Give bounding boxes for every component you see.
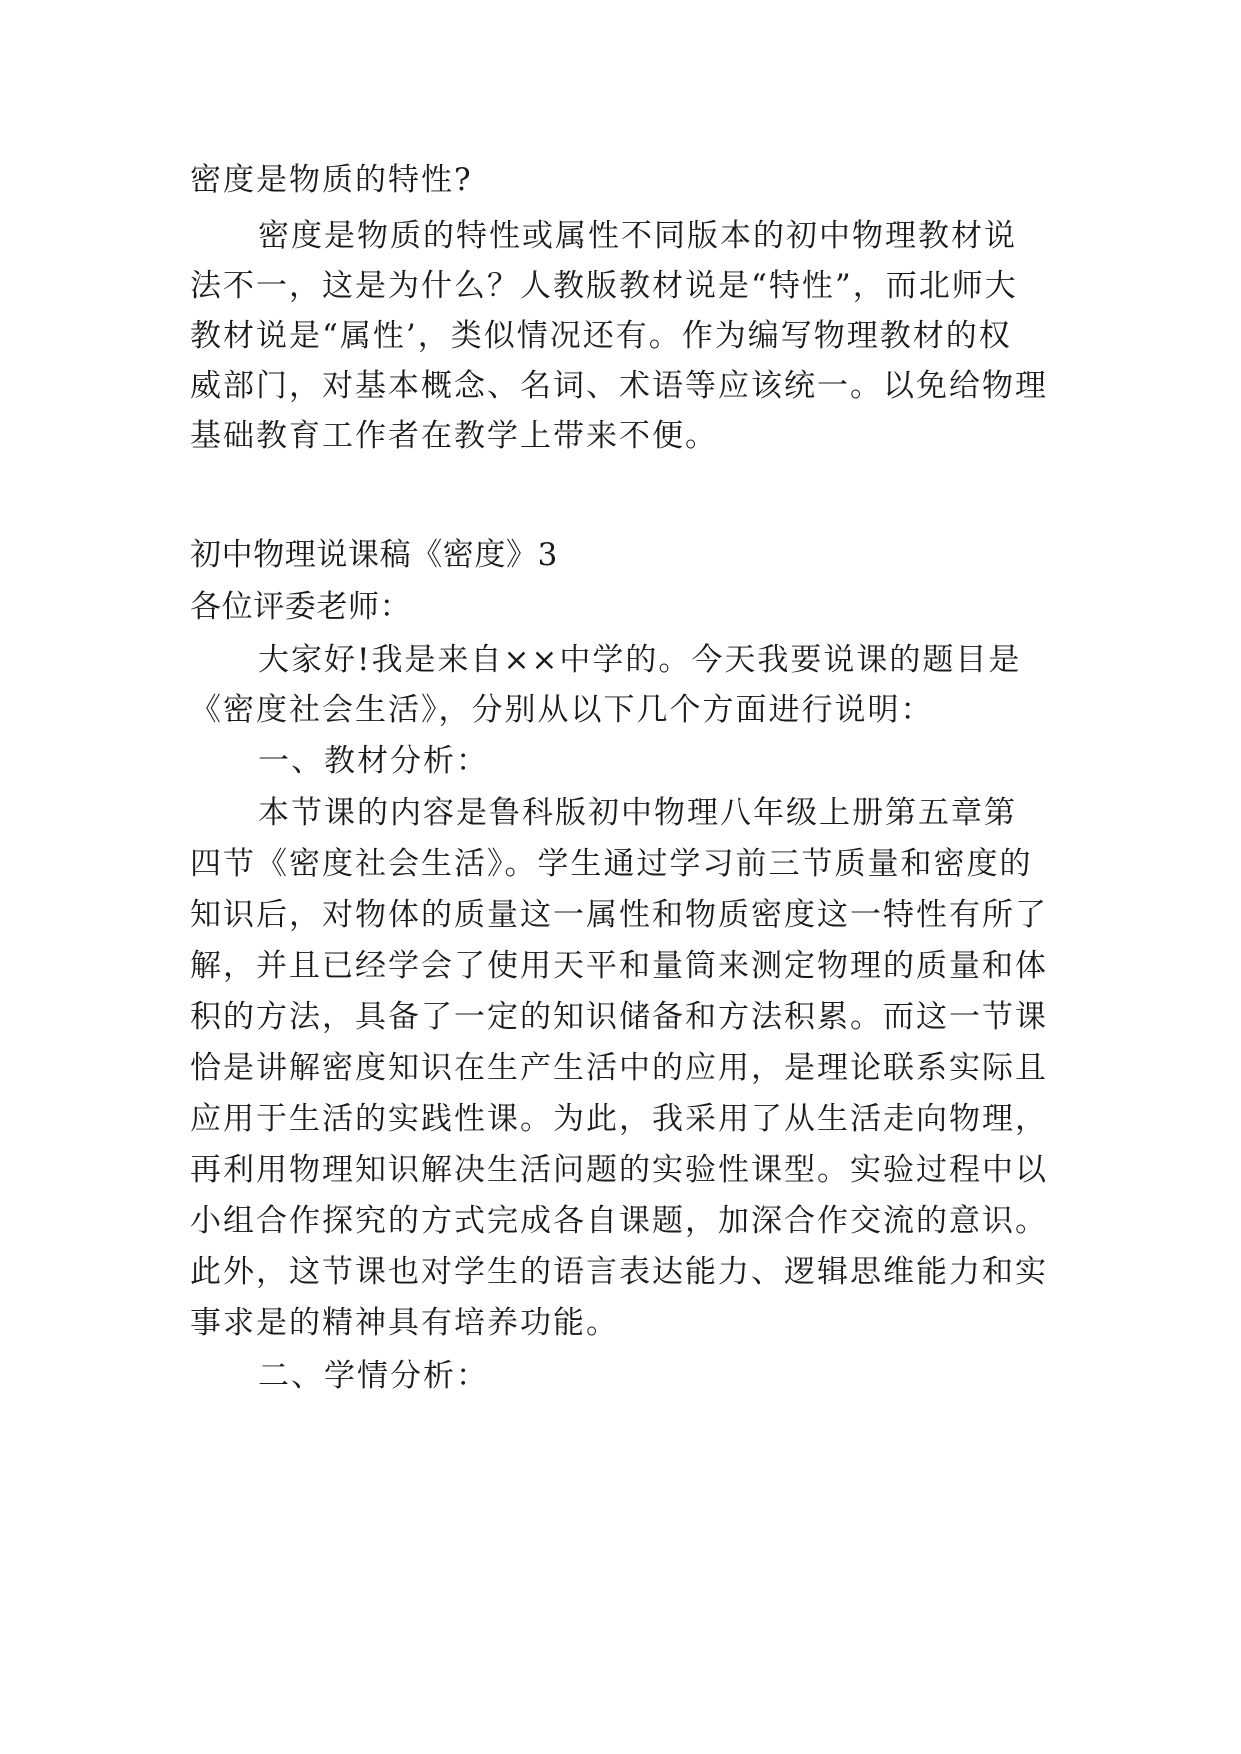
paragraph-line: 本节课的内容是鲁科版初中物理八年级上册第五章第 — [258, 795, 1017, 831]
paragraph-line: 基础教育工作者在教学上带来不便。 — [190, 418, 718, 454]
paragraph-line: 法不一，这是为什么？人教版教材说是“特性”，而北师大 — [190, 268, 1018, 304]
paragraph-line: 恰是讲解密度知识在生产生活中的应用，是理论联系实际且 — [190, 1050, 1048, 1086]
salutation: 各位评委老师： — [190, 589, 412, 625]
paragraph-line: 知识后，对物体的质量这一属性和物质密度这一特性有所了 — [190, 897, 1048, 933]
paragraph-line: 事求是的精神具有培养功能。 — [190, 1305, 619, 1341]
paragraph-line: 积的方法，具备了一定的知识储备和方法积累。而这一节课 — [190, 999, 1048, 1035]
paragraph-line: 解，并且已经学会了使用天平和量筒来测定物理的质量和体 — [190, 948, 1048, 984]
section-heading: 一、教材分析： — [258, 743, 489, 779]
document-title: 初中物理说课稿《密度》3 — [190, 537, 558, 573]
paragraph-line: 教材说是“属性’，类似情况还有。作为编写物理教材的权 — [190, 318, 1012, 354]
paragraph-line: 再利用物理知识解决生活问题的实验性课型。实验过程中以 — [190, 1152, 1048, 1188]
paragraph-line: 威部门，对基本概念、名词、术语等应该统一。以免给物理 — [190, 368, 1048, 404]
section-heading: 二、学情分析： — [258, 1358, 489, 1394]
paragraph-line: 小组合作探究的方式完成各自课题，加深合作交流的意识。 — [190, 1203, 1048, 1239]
section-heading: 密度是物质的特性? — [190, 162, 473, 198]
paragraph-line: 《密度社会生活》，分别从以下几个方面进行说明： — [190, 692, 934, 728]
paragraph-line: 此外，这节课也对学生的语言表达能力、逻辑思维能力和实 — [190, 1254, 1048, 1290]
paragraph-line: 四节《密度社会生活》。学生通过学习前三节质量和密度的 — [190, 846, 1033, 882]
paragraph-line: 应用于生活的实践性课。为此，我采用了从生活走向物理， — [190, 1101, 1048, 1137]
paragraph-line: 密度是物质的特性或属性不同版本的初中物理教材说 — [258, 218, 1017, 254]
paragraph-line: 大家好!我是来自××中学的。今天我要说课的题目是 — [258, 642, 1022, 678]
